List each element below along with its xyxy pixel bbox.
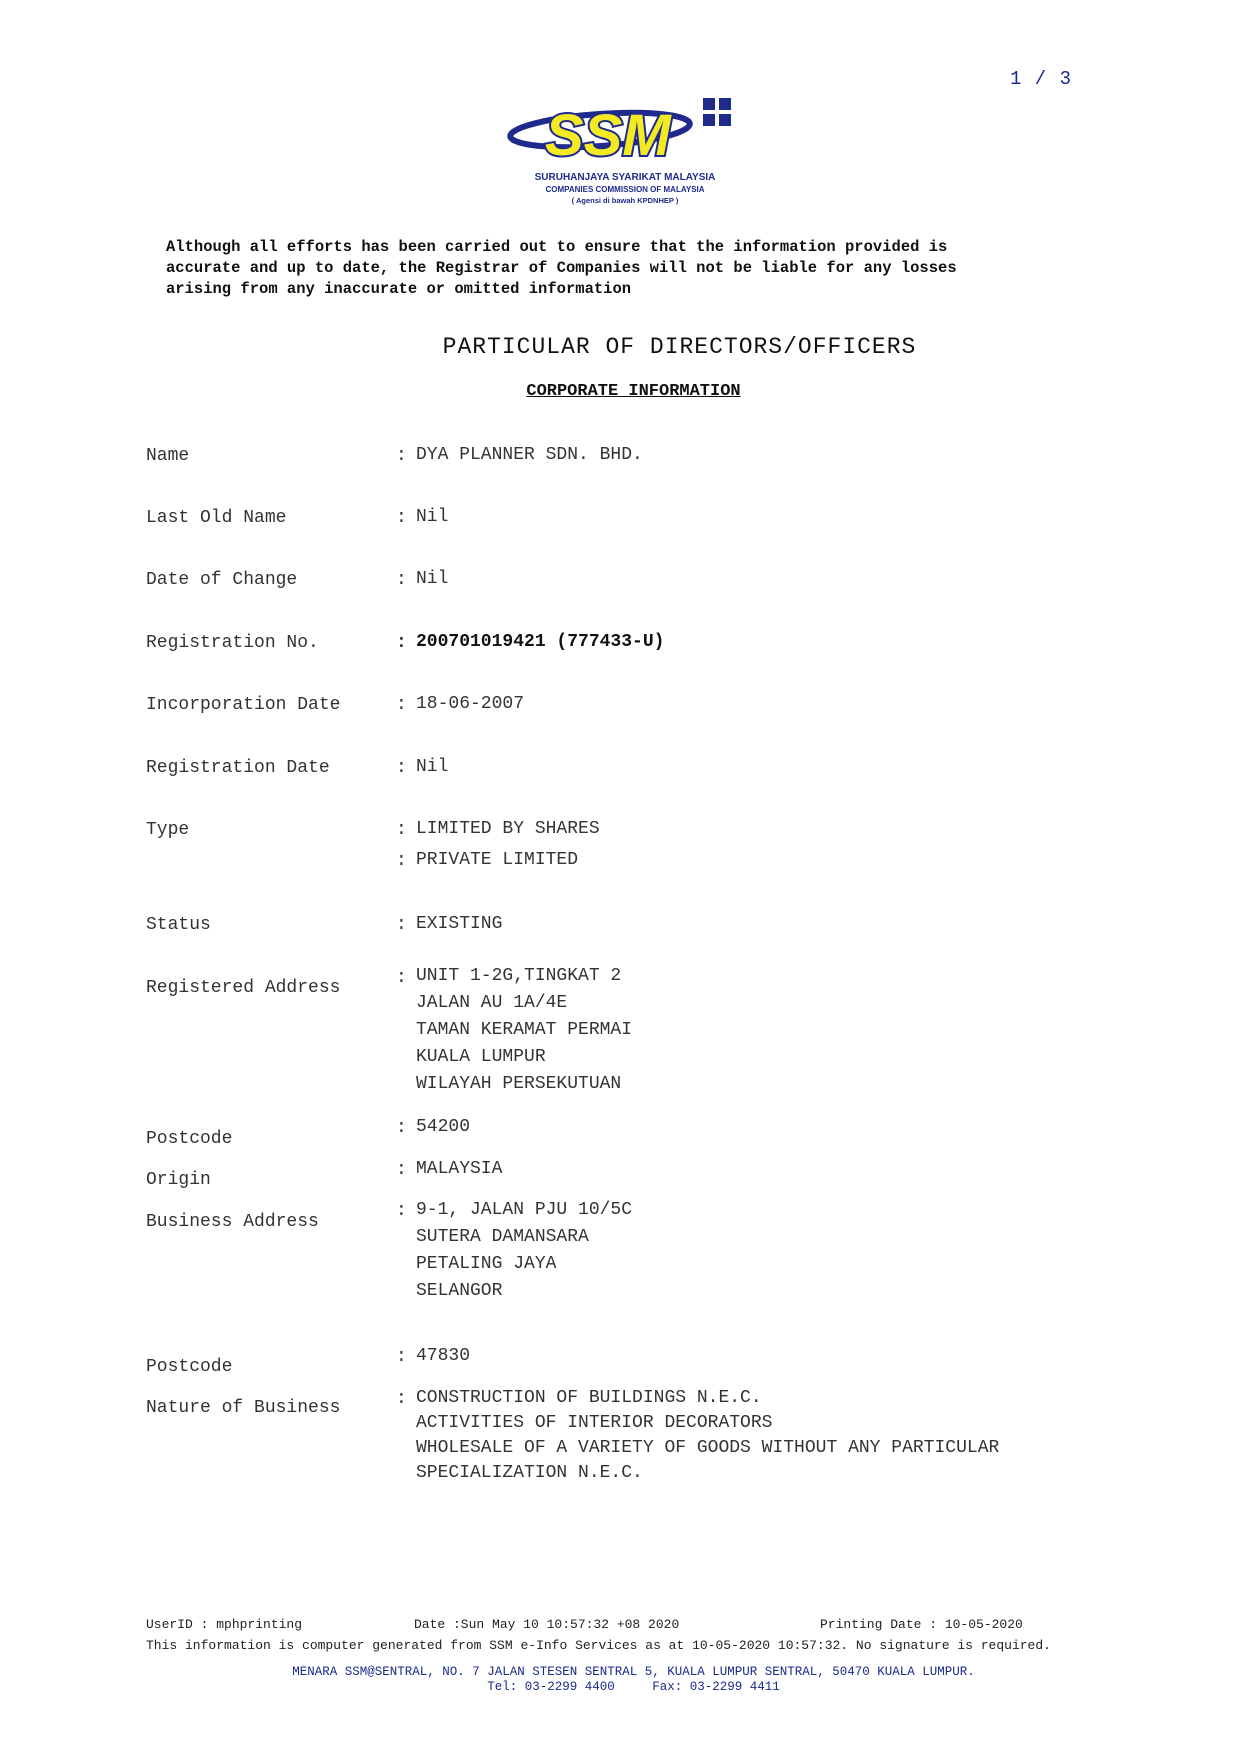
date-of-change-value: Nil bbox=[416, 569, 449, 589]
origin-value: MALAYSIA bbox=[416, 1159, 503, 1179]
colon: : bbox=[396, 915, 407, 935]
registration-date-label: Registration Date bbox=[146, 758, 330, 778]
colon: : bbox=[396, 695, 407, 715]
footer-address bbox=[0, 1665, 1241, 1695]
postcode-label: Postcode bbox=[146, 1357, 233, 1377]
address-line: TAMAN KERAMAT PERMAI bbox=[416, 1020, 633, 1040]
status-label: Status bbox=[146, 915, 211, 935]
footer-printing-date: Printing Date : 10-05-2020 bbox=[820, 1617, 1023, 1632]
address-line: PETALING JAYA bbox=[416, 1254, 557, 1274]
incorporation-date-label: Incorporation Date bbox=[146, 695, 341, 715]
address-line: SUTERA DAMANSARA bbox=[416, 1227, 589, 1247]
business-address-label: Business Address bbox=[146, 1212, 319, 1232]
colon: : bbox=[396, 1201, 407, 1221]
colon: : bbox=[396, 1118, 407, 1138]
page-number: 1 / 3 bbox=[1010, 68, 1073, 90]
colon: : bbox=[396, 820, 407, 840]
address-line: SELANGOR bbox=[416, 1281, 503, 1301]
colon: : bbox=[396, 968, 407, 988]
postcode-value: 47830 bbox=[416, 1346, 471, 1366]
registration-date-value: Nil bbox=[416, 757, 449, 777]
business-address-value bbox=[416, 1197, 632, 1305]
registration-no-label: Registration No. bbox=[146, 633, 319, 653]
name-label: Name bbox=[146, 446, 190, 466]
last-old-name-label: Last Old Name bbox=[146, 508, 287, 528]
footer-contact: Tel: 03-2299 4400 Fax: 03-2299 4411 bbox=[487, 1680, 780, 1694]
document-title: PARTICULAR OF DIRECTORS/OFFICERS bbox=[442, 334, 917, 360]
registered-address-value bbox=[416, 963, 632, 1098]
footer-note: This information is computer generated from SSM e-Info Services as at 10-05-2020 10:57:32. No signature is required. bbox=[146, 1638, 1051, 1653]
registered-address-label: Registered Address bbox=[146, 978, 341, 998]
colon: : bbox=[396, 446, 407, 466]
business-line: CONSTRUCTION OF BUILDINGS N.E.C. bbox=[416, 1388, 762, 1408]
logo-name-line: SURUHANJAYA SYARIKAT MALAYSIA bbox=[534, 172, 716, 183]
colon: : bbox=[396, 1160, 407, 1180]
registration-no-value: 200701019421 (777433-U) bbox=[416, 632, 665, 652]
date-of-change-label: Date of Change bbox=[146, 570, 298, 590]
incorporation-date-value: 18-06-2007 bbox=[416, 694, 525, 714]
footer-date: Date :Sun May 10 10:57:32 +08 2020 bbox=[414, 1617, 680, 1632]
nature-of-business-label: Nature of Business bbox=[146, 1398, 341, 1418]
colon: : bbox=[396, 508, 407, 528]
colon: : bbox=[396, 1389, 407, 1409]
type-value-1: LIMITED BY SHARES bbox=[416, 819, 600, 839]
footer-user: UserID : mphprinting bbox=[146, 1617, 303, 1632]
address-line: 9-1, JALAN PJU 10/5C bbox=[416, 1200, 633, 1220]
address-line: WILAYAH PERSEKUTUAN bbox=[416, 1074, 622, 1094]
address-line: JALAN AU 1A/4E bbox=[416, 993, 568, 1013]
business-line: ACTIVITIES OF INTERIOR DECORATORS bbox=[416, 1413, 773, 1433]
postcode-value: 54200 bbox=[416, 1117, 471, 1137]
footer-address-line: MENARA SSM@SENTRAL, NO. 7 JALAN STESEN SENTRAL 5, KUALA LUMPUR SENTRAL, 50470 KUALA LUMPUR. bbox=[292, 1665, 975, 1679]
logo-english-line: COMPANIES COMMISSION OF MALAYSIA bbox=[545, 185, 705, 194]
colon: : bbox=[396, 758, 407, 778]
origin-label: Origin bbox=[146, 1170, 211, 1190]
ssm-logo bbox=[505, 85, 745, 215]
type-label: Type bbox=[146, 820, 190, 840]
address-line: KUALA LUMPUR bbox=[416, 1047, 546, 1067]
section-title-text: CORPORATE INFORMATION bbox=[526, 382, 741, 401]
type-value-2: PRIVATE LIMITED bbox=[416, 850, 579, 870]
colon: : bbox=[396, 633, 407, 653]
nature-of-business-value bbox=[416, 1386, 999, 1486]
ssm-logo-text: SSM bbox=[545, 103, 671, 168]
status-value: EXISTING bbox=[416, 914, 503, 934]
disclaimer: Although all efforts has been carried out to ensure that the information provided is accurate and up to date, the Registrar of Companies will not be liable for any losses arising from any inaccurate or omitted information bbox=[166, 238, 957, 298]
colon: : bbox=[396, 851, 407, 871]
colon: : bbox=[396, 570, 407, 590]
colon: : bbox=[396, 1347, 407, 1367]
business-line: WHOLESALE OF A VARIETY OF GOODS WITHOUT ANY PARTICULAR bbox=[416, 1438, 1000, 1458]
last-old-name-value: Nil bbox=[416, 507, 449, 527]
logo-agency-line: ( Agensi di bawah KPDNHEP ) bbox=[571, 196, 679, 205]
postcode-label: Postcode bbox=[146, 1129, 233, 1149]
section-title bbox=[0, 382, 1241, 401]
address-line: UNIT 1-2G,TINGKAT 2 bbox=[416, 966, 622, 986]
name-value: DYA PLANNER SDN. BHD. bbox=[416, 445, 643, 465]
business-line: SPECIALIZATION N.E.C. bbox=[416, 1463, 643, 1483]
